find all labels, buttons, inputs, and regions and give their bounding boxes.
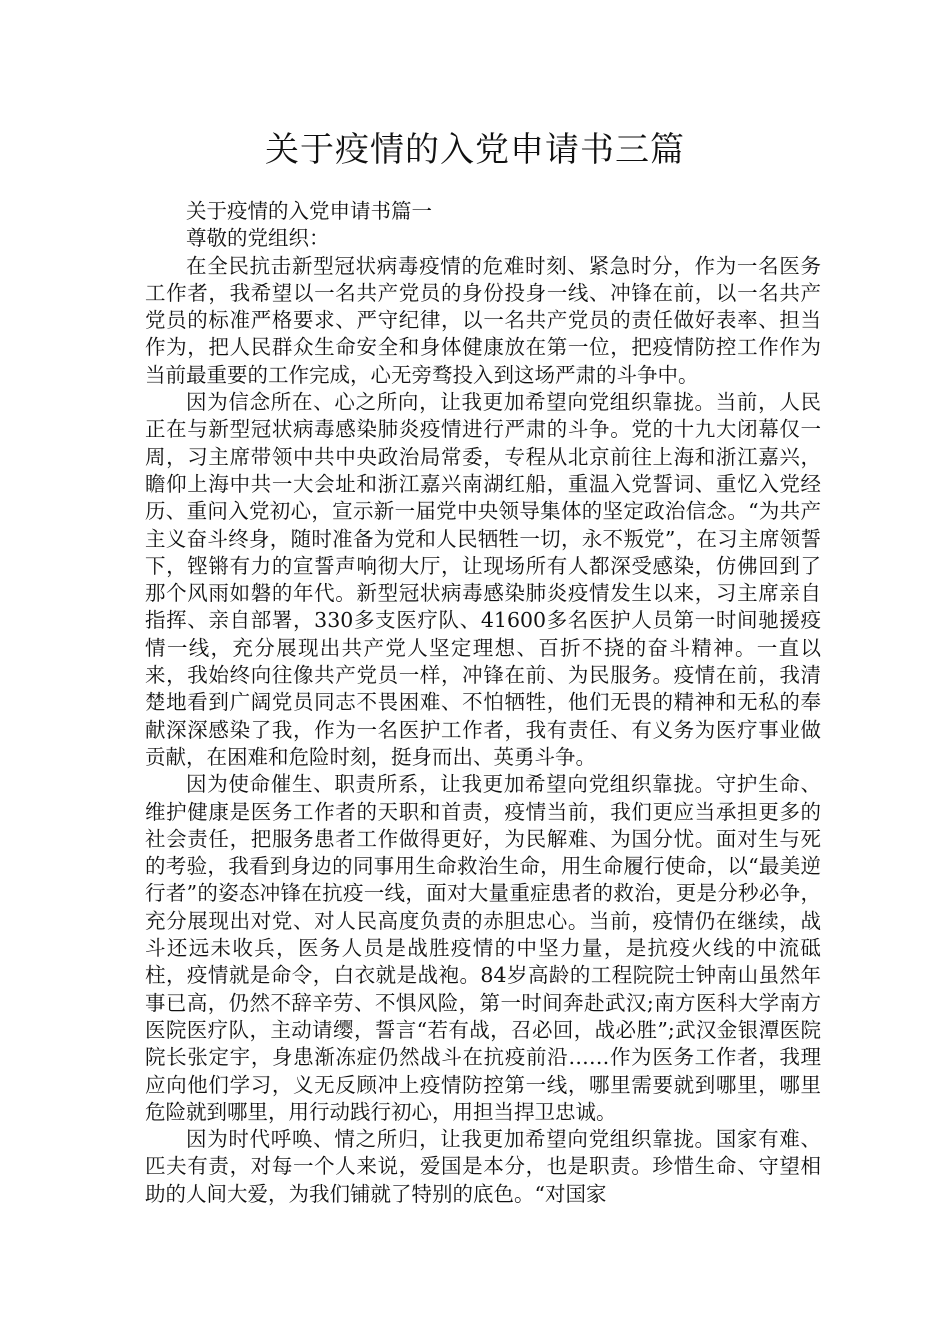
section-heading: 关于疫情的入党申请书篇一 — [186, 199, 432, 223]
document-body — [145, 198, 821, 1208]
salutation: 尊敬的党组织： — [186, 226, 330, 251]
document-title: 关于疫情的入党申请书三篇 — [265, 130, 685, 170]
body-paragraph-3: 因为使命催生、职责所系，让我更加希望向党组织靠拢。守护生命、维护健康是医务工作者的天职和首责，疫情当前，我们更应当承担更多的社会责任，把服务患者工作做得更好，为民解难、为国分忧。面对生与死的考验，我看到身边的同事用生命救治生命，用生命履行使命，以“最美逆行者”的姿态冲锋在抗疫一线，面对大量重症患者的救治，更是分秒必争，充分展现出对党、对人民高度负责的赤胆忠心。当前，疫情仍在继续，战斗还远未收兵，医务人员是战胜疫情的中坚力量，是抗疫火线的中流砥柱，疫情就是命令，白衣就是战袍。84岁高龄的工程院院士钟南山虽然年事已高，仍然不辞辛劳、不惧风险，第一时间奔赴武汉;南方医科大学南方医院医疗队，主动请缨，誓言“若有战，召必回，战必胜”;武汉金银潭医院院长张定宇，身患渐冻症仍然战斗在抗疫前沿……作为医务工作者，我理应向他们学习，义无反顾冲上疫情防控第一线，哪里需要就到哪里，哪里危险就到哪里，用行动践行初心，用担当捍卫忠诚。 — [145, 772, 821, 1124]
body-paragraph-2: 因为信念所在、心之所向，让我更加希望向党组织靠拢。当前，人民正在与新型冠状病毒感染肺炎疫情进行严肃的斗争。党的十九大闭幕仅一周，习主席带领中共中央政治局常委，专程从北京前往上海和浙江嘉兴，瞻仰上海中共一大会址和浙江嘉兴南湖红船，重温入党誓词、重忆入党经历、重问入党初心，宣示新一届党中央领导集体的坚定政治信念。“为共产主义奋斗终身，随时准备为党和人民牺牲一切，永不叛党”，在习主席领誓下，铿锵有力的宣誓声响彻大厅，让现场所有人都深受感染，仿佛回到了那个风雨如磐的年代。新型冠状病毒感染肺炎疫情发生以来，习主席亲自指挥、亲自部署，330多支医疗队、41600多名医护人员第一时间驰援疫情一线，充分展现出共产党人坚定理想、百折不挠的奋斗精神。一直以来，我始终向往像共产党员一样，冲锋在前、为民服务。疫情在前，我清楚地看到广阔党员同志不畏困难、不怕牺牲，他们无畏的精神和无私的奉献深深感染了我，作为一名医护工作者，我有责任、有义务为医疗事业做贡献，在困难和危险时刻，挺身而出、英勇斗争。 — [145, 390, 821, 769]
body-paragraph-1: 在全民抗击新型冠状病毒疫情的危难时刻、紧急时分，作为一名医务工作者，我希望以一名共产党员的身份投身一线、冲锋在前，以一名共产党员的标准严格要求、严守纪律，以一名共产党员的责任做好表率、担当作为，把人民群众生命安全和身体健康放在第一位，把疫情防控工作作为当前最重要的工作完成，心无旁骛投入到这场严肃的斗争中。 — [145, 253, 821, 387]
body-paragraph-4: 因为时代呼唤、情之所归，让我更加希望向党组织靠拢。国家有难、匹夫有责，对每一个人来说，爱国是本分，也是职责。珍惜生命、守望相助的人间大爱，为我们铺就了特别的底色。“对国家 — [145, 1127, 821, 1206]
